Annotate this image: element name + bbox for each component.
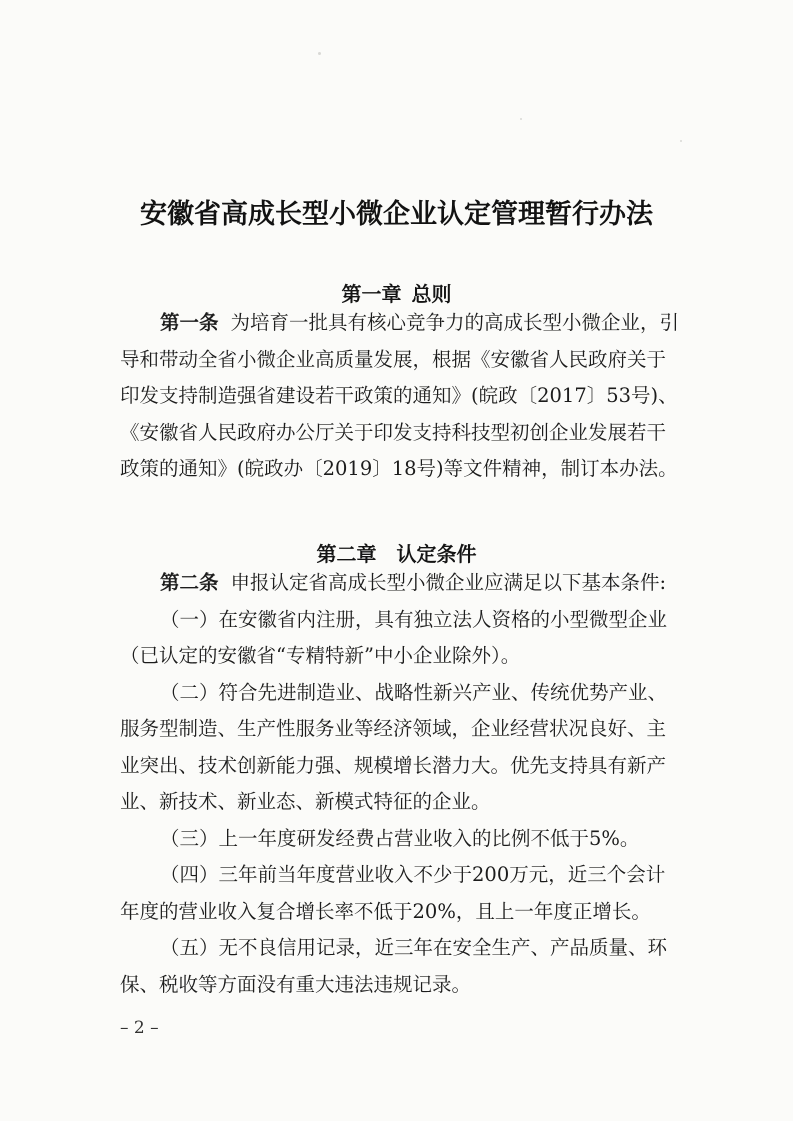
article-1-line: 《安徽省人民政府办公厅关于印发支持科技型初创企业发展若干 [120, 420, 667, 444]
page-number: – 2 – [120, 1018, 159, 1038]
article-1-line: 第一条 为培育一批具有核心竞争力的高成长型小微企业，引 [160, 311, 680, 334]
item-3-line: （三）上一年度研发经费占营业收入的比例不低于5%。 [160, 826, 640, 850]
document-title: 安徽省高成长型小微企业认定管理暂行办法 [140, 199, 653, 230]
item-2-line: 业突出、技术创新能力强、规模增长潜力大。优先支持具有新产 [120, 753, 667, 777]
item-4-line: （四）三年前当年度营业收入不少于200万元，近三个会计 [160, 863, 666, 886]
article-2-label: 第二条 [160, 571, 219, 594]
chapter-1-number: 第一章 [341, 282, 402, 306]
item-1-line: （一）在安徽省内注册，具有独立法人资格的小型微型企业 [160, 607, 668, 631]
chapter-2-number: 第二章 [316, 542, 377, 566]
article-1-line: 印发支持制造强省建设若干政策的通知》(皖政〔2017〕53号)、 [120, 384, 678, 407]
article-2-intro-line: 第二条 申报认定省高成长型小微企业应满足以下基本条件: [160, 571, 667, 594]
article-1-label: 第一条 [160, 311, 219, 334]
item-2-line: 业、新技术、新业态、新模式特征的企业。 [120, 790, 491, 813]
item-2-line: （二）符合先进制造业、战略性新兴产业、传统优势产业、 [160, 680, 668, 704]
article-1 [120, 305, 694, 488]
item-4-line: 年度的营业收入复合增长率不低于20%，且上一年度正增长。 [120, 899, 651, 923]
chapter-1-name: 总则 [411, 282, 452, 306]
item-5-line: 保、税收等方面没有重大违法违规记录。 [120, 972, 472, 996]
item-5-line: （五）无不良信用记录，近三年在安全生产、产品质量、环 [160, 936, 668, 959]
chapter-2-name: 认定条件 [396, 542, 477, 566]
article-1-line: 政策的通知》(皖政办〔2019〕18号)等文件精神，制订本办法。 [120, 457, 678, 480]
chapter-1-heading [0, 278, 793, 307]
item-2-line: 服务型制造、生产性服务业等经济领域，企业经营状况良好、主 [120, 717, 667, 740]
item-1-line: （已认定的安徽省“专精特新”中小企业除外）。 [120, 644, 521, 667]
article-2 [120, 565, 694, 1003]
article-1-line: 导和带动全省小微企业高质量发展，根据《安徽省人民政府关于 [120, 347, 667, 371]
chapter-2-heading [0, 538, 793, 567]
